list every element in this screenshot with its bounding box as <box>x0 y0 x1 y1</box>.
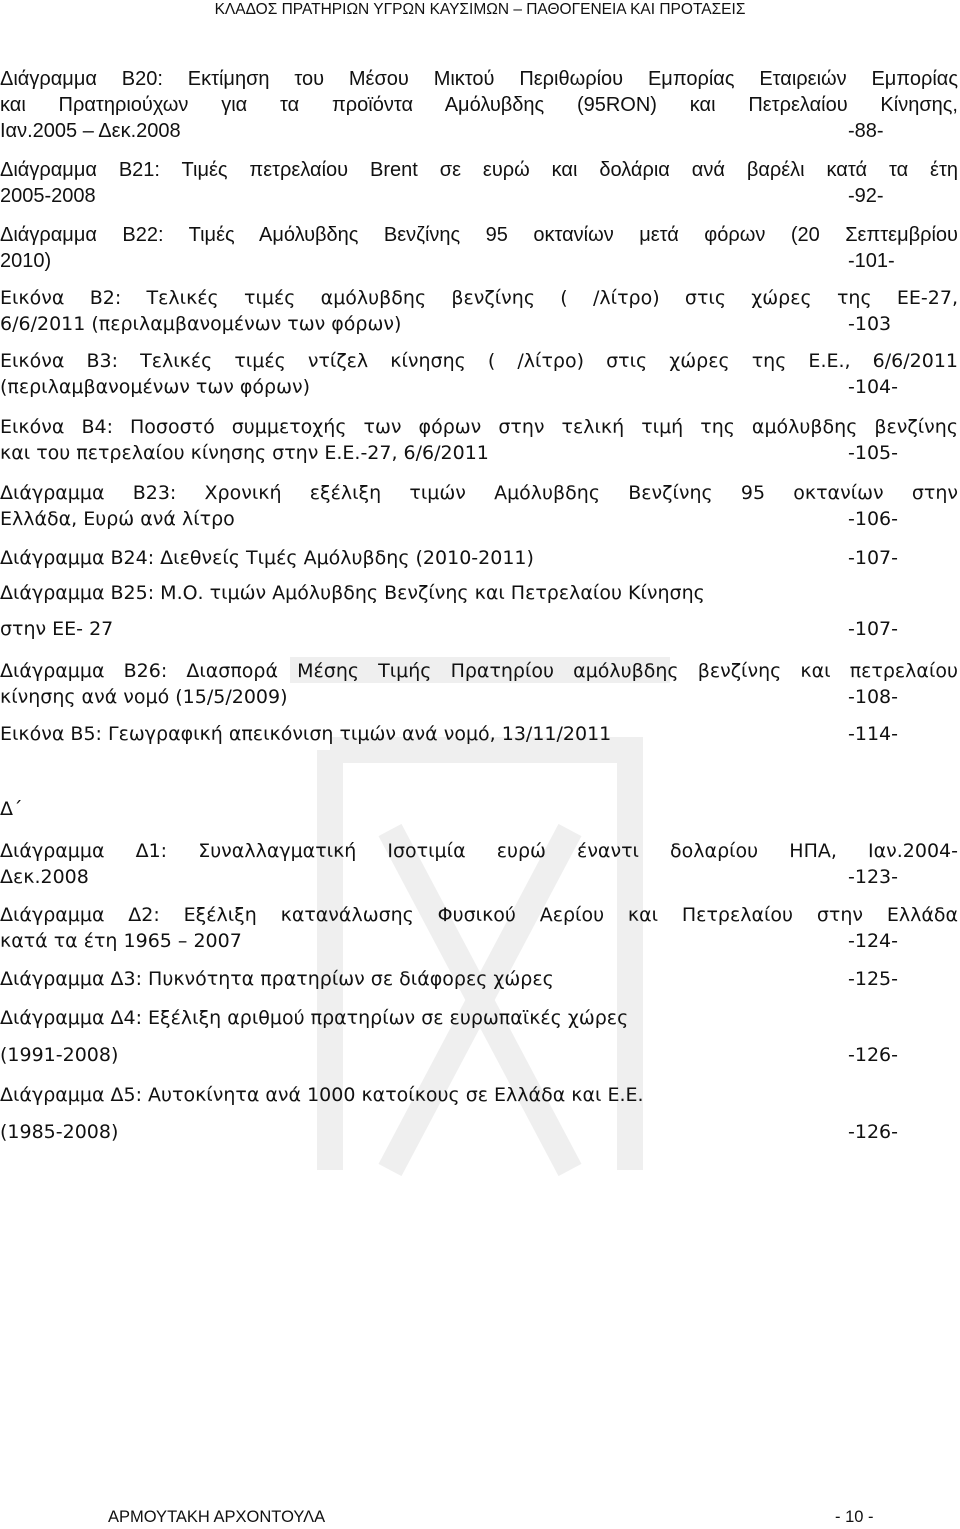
toc-entry-b25[interactable] <box>0 580 958 642</box>
toc-entry-line: κίνησης ανά νομό (15/5/2009) <box>0 686 288 708</box>
page-header: ΚΛΑΔΟΣ ΠΡΑΤΗΡΙΩΝ ΥΓΡΩΝ ΚΑΥΣΙΜΩΝ – ΠΑΘΟΓΕΝΕΙΑ ΚΑΙ ΠΡΟΤΑΣΕΙΣ <box>214 1 746 18</box>
toc-entry-b21[interactable] <box>0 157 958 209</box>
section-heading-text: Δ΄ <box>0 798 23 820</box>
toc-page-number: -126- <box>848 1121 898 1143</box>
toc-entry-line: Διάγραμμα Β20: Εκτίμηση του Μέσου Μικτού Περιθωρίου Εμπορίας Εταιρειών Εμπορίας <box>0 68 958 90</box>
toc-entry-line: Ιαν.2005 – Δεκ.2008 <box>0 120 181 142</box>
toc-page-number: -114- <box>848 723 898 745</box>
toc-entry-line: στην ΕΕ- 27 <box>0 618 114 640</box>
footer-author: ΑΡΜΟΥΤΑΚΗ ΑΡΧΟΝΤΟΥΛΑ <box>108 1508 326 1526</box>
toc-page-number: -105- <box>848 442 898 464</box>
toc-entry-line: Εικόνα Β4: Ποσοστό συμμετοχής των φόρων στην τελική τιμή της αμόλυβδης βενζίνης <box>0 416 958 438</box>
toc-page-number: -108- <box>848 686 898 708</box>
toc-entry-line: 2010) <box>0 250 52 272</box>
toc-entry-line: Εικόνα Β3: Τελικές τιμές ντίζελ κίνησης ( /λίτρο) στις χώρες της Ε.Ε., 6/6/2011 <box>0 350 958 372</box>
toc-entry-line: Δεκ.2008 <box>0 866 89 888</box>
toc-page-number: -126- <box>848 1044 898 1066</box>
toc-entry-b23[interactable] <box>0 480 958 532</box>
toc-entry-line: 6/6/2011 (περιλαμβανομένων των φόρων) <box>0 313 402 335</box>
toc-entry-line: (1985-2008) <box>0 1121 119 1143</box>
toc-entry-line: Διάγραμμα Β25: Μ.Ο. τιμών Αμόλυβδης Βενζίνης και Πετρελαίου Κίνησης <box>0 582 705 604</box>
toc-page-number: -123- <box>848 866 898 888</box>
toc-entry-d3[interactable] <box>0 966 958 992</box>
toc-entry-line: Διάγραμμα Β26: Διασπορά Μέσης Τιμής Πρατηρίου αμόλυβδης βενζίνης και πετρελαίου <box>0 660 958 682</box>
toc-page-number: -104- <box>848 376 898 398</box>
toc-entry-line: Διάγραμμα Δ5: Αυτοκίνητα ανά 1000 κατοίκους σε Ελλάδα και Ε.Ε. <box>0 1084 644 1106</box>
toc-page-number: -107- <box>848 547 898 569</box>
toc-entry-line: Εικόνα Β5: Γεωγραφική απεικόνιση τιμών ανά νομό, 13/11/2011 <box>0 723 612 745</box>
toc-entry-line: και Πρατηριούχων για τα προϊόντα Αμόλυβδης (95RON) και Πετρελαίου Κίνησης, <box>0 94 958 116</box>
section-heading-delta <box>0 796 958 822</box>
footer-page-number: - 10 - <box>835 1508 874 1526</box>
toc-page-number: -125- <box>848 968 898 990</box>
toc-page-number: -92- <box>848 185 884 207</box>
toc-entry-line: Διάγραμμα Β23: Χρονική εξέλιξη τιμών Αμόλυβδης Βενζίνης 95 οκτανίων στην <box>0 482 958 504</box>
toc-entry-d2[interactable] <box>0 902 958 954</box>
toc-entry-line: (1991-2008) <box>0 1044 119 1066</box>
toc-entry-b20[interactable] <box>0 66 958 144</box>
toc-entry-line: Εικόνα Β2: Τελικές τιμές αμόλυβδης βενζίνης ( /λίτρο) στις χώρες της ΕΕ-27, <box>0 287 958 309</box>
toc-page-number: -101- <box>848 250 895 272</box>
toc-entry-line: Ελλάδα, Ευρώ ανά λίτρο <box>0 508 235 530</box>
toc-page-number: -107- <box>848 618 898 640</box>
toc-entry-d5[interactable] <box>0 1082 958 1145</box>
toc-entry-line: κατά τα έτη 1965 – 2007 <box>0 930 242 952</box>
toc-entry-d4[interactable] <box>0 1005 958 1068</box>
toc-entry-line: Διάγραμμα Β22: Τιμές Αμόλυβδης Βενζίνης 95 οκτανίων μετά φόρων (20 Σεπτεμβρίου <box>0 224 958 246</box>
toc-page-number: -124- <box>848 930 898 952</box>
toc-entry-b22[interactable] <box>0 222 958 274</box>
toc-page-number: -88- <box>848 120 884 142</box>
toc-entry-line: και του πετρελαίου κίνησης στην Ε.Ε.-27, 6/6/2011 <box>0 442 489 464</box>
toc-entry-line: 2005-2008 <box>0 185 96 207</box>
toc-entry-line: Διάγραμμα Β24: Διεθνείς Τιμές Αμόλυβδης (2010-2011) <box>0 547 534 569</box>
toc-entry-b26[interactable] <box>0 658 958 710</box>
toc-entry-line: Διάγραμμα Δ1: Συναλλαγματική Ισοτιμία ευρώ έναντι δολαρίου ΗΠΑ, Ιαν.2004- <box>0 840 958 862</box>
toc-entry-line: (περιλαμβανομένων των φόρων) <box>0 376 311 398</box>
toc-entry-img-b4[interactable] <box>0 414 958 466</box>
toc-entry-img-b3[interactable] <box>0 348 958 400</box>
toc-entry-img-b5[interactable] <box>0 721 958 747</box>
toc-entry-line: Διάγραμμα Δ4: Εξέλιξη αριθμού πρατηρίων σε ευρωπαϊκές χώρες <box>0 1007 629 1029</box>
toc-entry-img-b2[interactable] <box>0 285 958 337</box>
toc-entry-d1[interactable] <box>0 838 958 890</box>
toc-entry-line: Διάγραμμα Δ3: Πυκνότητα πρατηρίων σε διάφορες χώρες <box>0 968 554 990</box>
toc-entry-line: Διάγραμμα Β21: Τιμές πετρελαίου Brent σε ευρώ και δολάρια ανά βαρέλι κατά τα έτη <box>0 159 958 181</box>
toc-entry-line: Διάγραμμα Δ2: Εξέλιξη κατανάλωσης Φυσικού Αερίου και Πετρελαίου στην Ελλάδα <box>0 904 958 926</box>
toc-page-number: -106- <box>848 508 898 530</box>
toc-page-number: -103 <box>848 313 892 335</box>
toc-entry-b24[interactable] <box>0 545 958 571</box>
